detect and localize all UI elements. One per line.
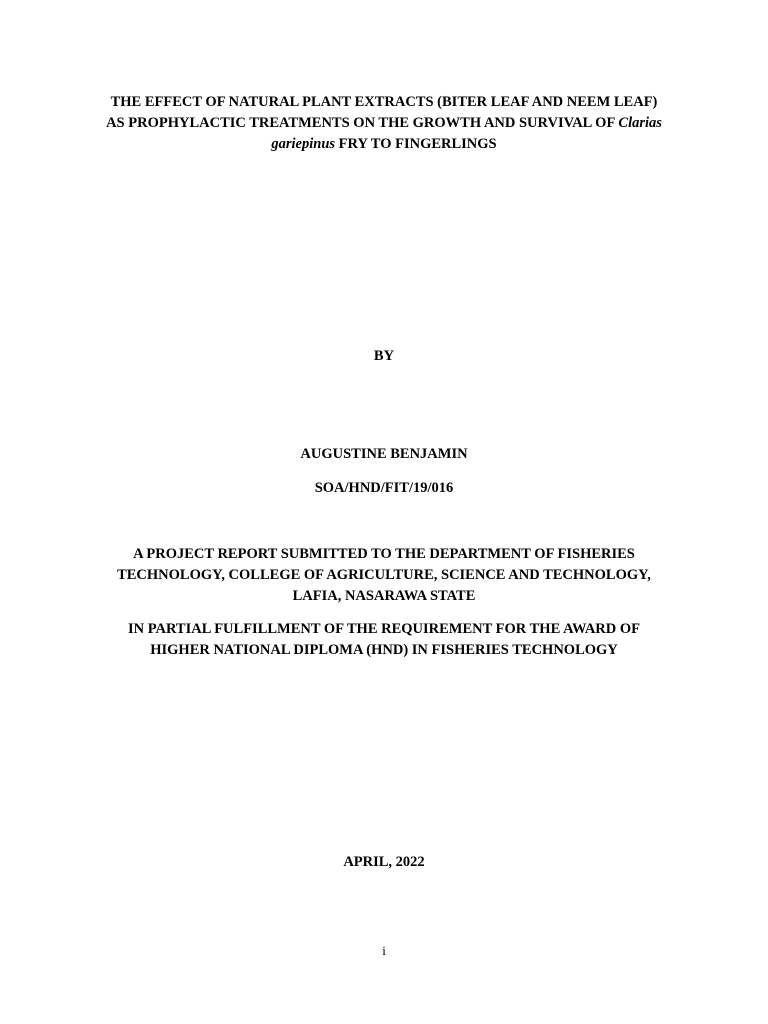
- submission-date: APRIL, 2022: [343, 854, 425, 870]
- page-number: i: [382, 943, 386, 958]
- registration-number: SOA/HND/FIT/19/016: [314, 480, 454, 496]
- fulfillment-line-1: IN PARTIAL FULFILLMENT OF THE REQUIREMENT FOR THE AWARD OF: [127, 621, 641, 637]
- title-genus: Clarias: [618, 115, 662, 131]
- submission-line-1: A PROJECT REPORT SUBMITTED TO THE DEPARTMENT OF FISHERIES: [133, 546, 635, 562]
- document-title: [0, 92, 768, 155]
- title-line-2-text: AS PROPHYLACTIC TREATMENTS ON THE GROWTH AND SURVIVAL OF: [106, 115, 619, 131]
- fulfillment-line-2: HIGHER NATIONAL DIPLOMA (HND) IN FISHERIES TECHNOLOGY: [150, 642, 618, 658]
- fulfillment-statement: [0, 619, 768, 661]
- title-line-3: [0, 134, 768, 155]
- title-line-1: THE EFFECT OF NATURAL PLANT EXTRACTS (BITER LEAF AND NEEM LEAF): [110, 94, 658, 110]
- title-line-2: [0, 113, 768, 134]
- submission-statement: [0, 544, 768, 607]
- title-species: gariepinus: [271, 136, 336, 152]
- author-name: AUGUSTINE BENJAMIN: [300, 446, 468, 462]
- submission-line-3: LAFIA, NASARAWA STATE: [292, 588, 476, 604]
- submission-line-2: TECHNOLOGY, COLLEGE OF AGRICULTURE, SCIENCE AND TECHNOLOGY,: [117, 567, 651, 583]
- title-line-3-text: FRY TO FINGERLINGS: [335, 136, 497, 152]
- by-label: BY: [373, 348, 395, 364]
